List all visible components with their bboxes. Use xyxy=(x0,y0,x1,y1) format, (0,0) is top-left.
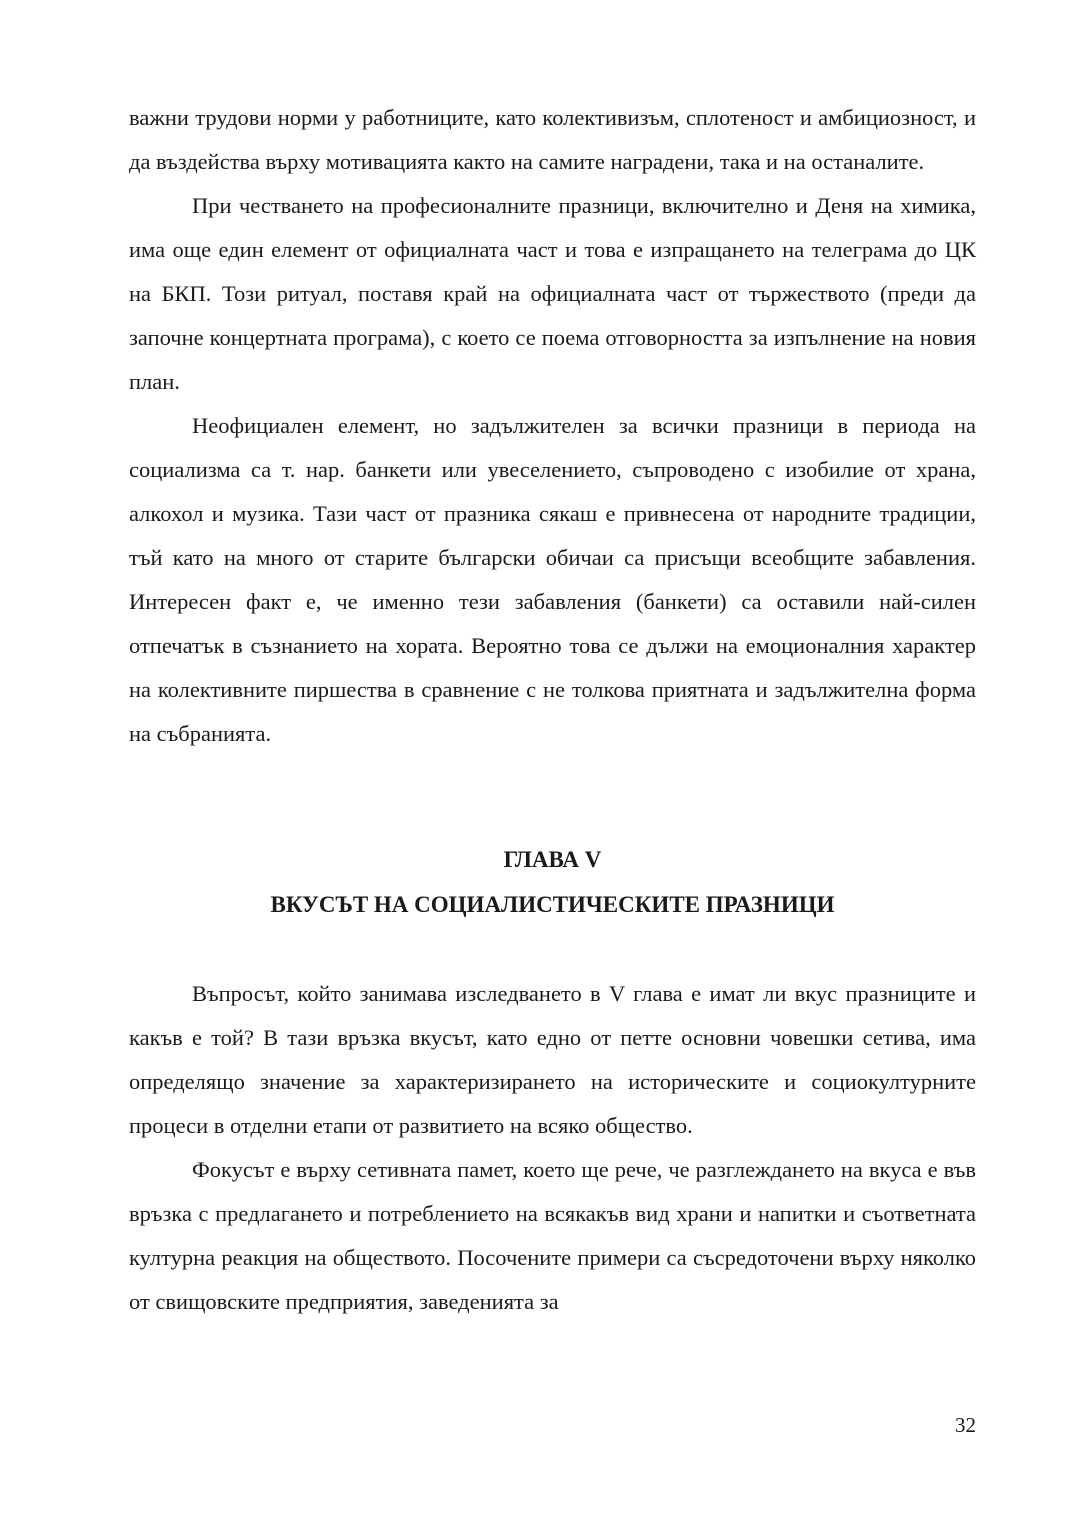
text-block-bottom xyxy=(129,972,976,1324)
paragraph-sensory-memory: Фокусът е върху сетивната памет, което ще рече, че разглеждането на вкуса е във връзка с предлагането и потреблението на всякакъв вид храни и напитки и съответната културна реакция на обществото. Посочените примери са съсредоточени върху няколко от свищовските предприятия, заведенията за xyxy=(129,1157,976,1314)
paragraph-continuation: важни трудови норми у работниците, като колективизъм, сплотеност и амбициозност, и да въздейства върху мотивацията както на самите наградени, така и на останалите. xyxy=(129,105,976,174)
text-block-top xyxy=(129,96,976,756)
chapter-number: ГЛАВА V xyxy=(503,847,602,872)
chapter-title: ВКУСЪТ НА СОЦИАЛИСТИЧЕСКИТЕ ПРАЗНИЦИ xyxy=(270,892,835,917)
paragraph-telegram-ritual: При честването на професионалните празници, включително и Деня на химика, има още един елемент от официалната част и това е изпращането на телеграма до ЦК на БКП. Този ритуал, поставя край на официалната част от тържеството (преди да започне концертната програма), с което се поема отговорността за изпълнение на новия план. xyxy=(129,193,976,394)
paragraph-taste-question: Въпросът, който занимава изследването в V глава е имат ли вкус празниците и какъв е той? В тази връзка вкусът, като едно от петте основни човешки сетива, има определящо значение за характеризирането на историческите и социокултурните процеси в отделни етапи от развитието на всяко общество. xyxy=(129,981,976,1138)
paragraph-banquets: Неофициален елемент, но задължителен за всички празници в периода на социализма са т. нар. банкети или увеселението, съпроводено с изобилие от храна, алкохол и музика. Тази част от празника сякаш е привнесена от народните традиции, тъй като на много от старите български обичаи са присъщи всеобщите забавления. Интересен факт е, че именно тези забавления (банкети) са оставили най-силен отпечатък в съзнанието на хората. Вероятно това се дължи на емоционалния характер на колективните пиршества в сравнение с не толкова приятната и задължителна форма на събранията. xyxy=(129,413,976,746)
page-number: 32 xyxy=(955,1413,976,1437)
